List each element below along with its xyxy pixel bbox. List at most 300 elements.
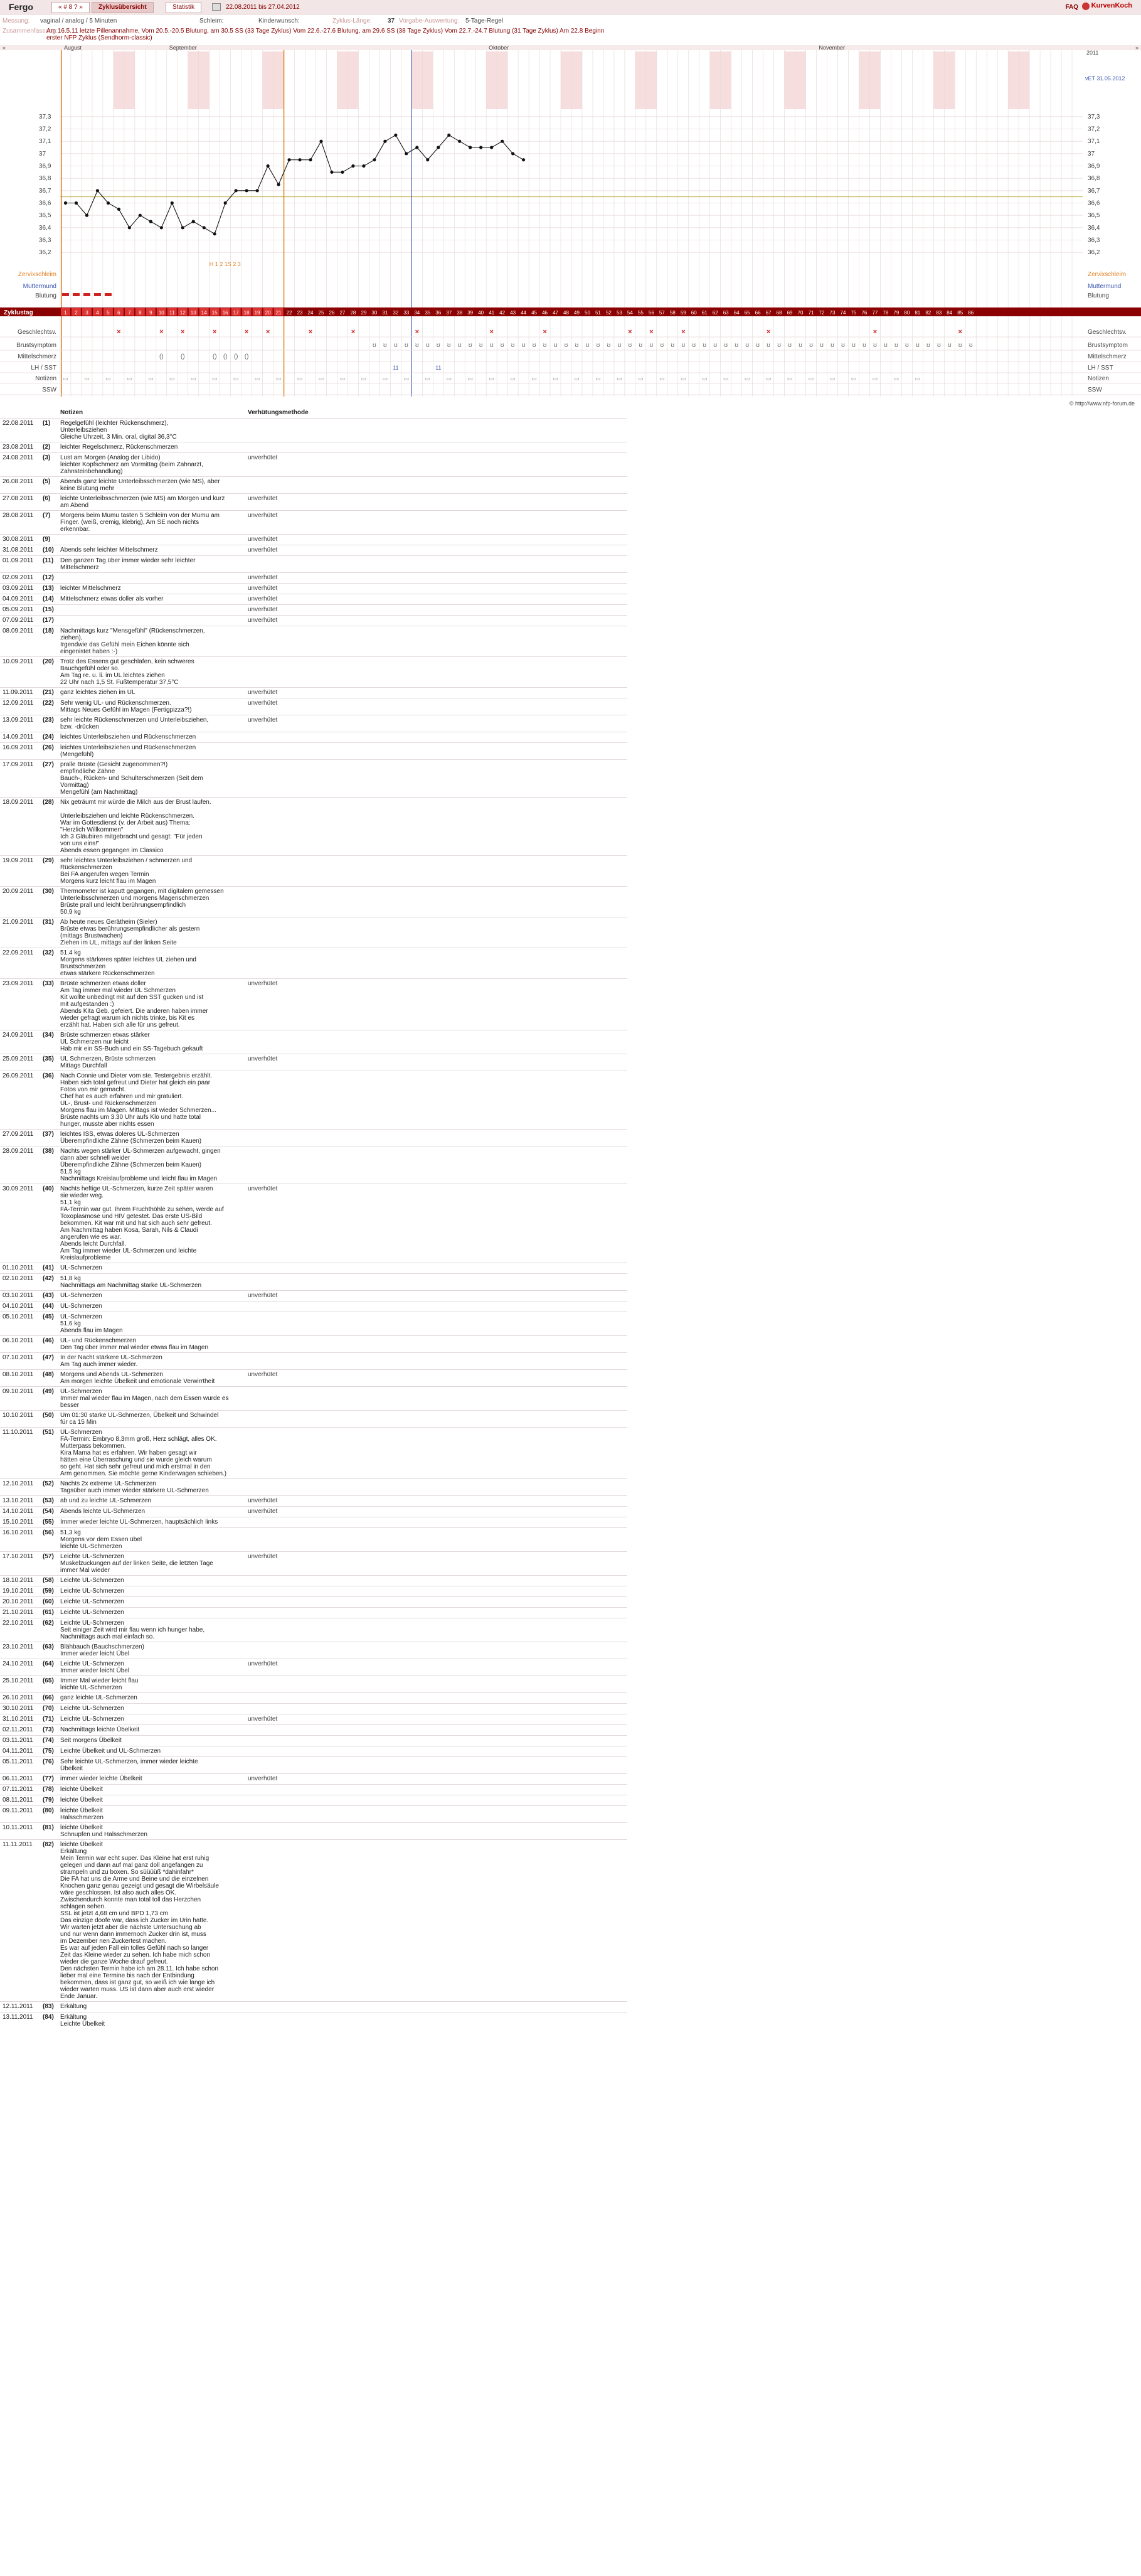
cycle-day-number: 54 xyxy=(627,310,633,316)
intercourse-mark: × xyxy=(212,328,217,336)
note-cycle-day: (50) xyxy=(43,1412,54,1419)
note-row xyxy=(0,1773,627,1784)
temperature-point xyxy=(139,214,142,217)
note-cycle-day: (28) xyxy=(43,799,54,806)
note-method: unverhütet xyxy=(248,574,278,581)
note-row xyxy=(0,418,627,442)
note-text: 51,8 kg Nachmittags am Nachmittag starke UL-Schmerzen xyxy=(60,1275,202,1289)
note-date: 07.09.2011 xyxy=(3,617,34,624)
note-cycle-day: (2) xyxy=(43,444,51,451)
note-cycle-day: (75) xyxy=(43,1748,54,1755)
note-text: leichte Übelkeit Halsschmerzen xyxy=(60,1807,103,1821)
temperature-point xyxy=(96,189,99,192)
lh-test-mark: 11 xyxy=(435,365,442,371)
weekend-col xyxy=(273,51,284,109)
breast-symptom-mark: ʊ xyxy=(937,342,941,349)
note-row xyxy=(0,572,627,583)
weekend-col xyxy=(1019,51,1029,109)
cycle-day-number: 37 xyxy=(446,310,452,316)
note-row xyxy=(0,2012,627,2029)
lh-test-mark: 11 xyxy=(393,365,399,371)
note-date: 02.09.2011 xyxy=(3,574,34,581)
breast-symptom-mark: ʊ xyxy=(947,342,952,349)
cycle-day-number: 79 xyxy=(893,310,900,316)
note-row xyxy=(0,1642,627,1659)
note-date: 05.10.2011 xyxy=(3,1313,34,1320)
breast-symptom-mark: ʊ xyxy=(532,342,536,349)
note-row xyxy=(0,1312,627,1335)
breast-symptom-mark: ʊ xyxy=(596,342,600,349)
midpain-mark: () xyxy=(180,353,185,360)
cycle-day-number: 25 xyxy=(318,310,324,316)
note-cycle-day: (37) xyxy=(43,1131,54,1138)
note-date: 25.10.2011 xyxy=(3,1677,34,1684)
mucus-label: Schleim: xyxy=(199,18,224,24)
note-icon: ▭ xyxy=(489,375,494,382)
intercourse-mark: × xyxy=(628,328,632,336)
note-date: 25.09.2011 xyxy=(3,1056,34,1062)
temperature-point xyxy=(160,226,163,229)
note-icon: ▭ xyxy=(127,375,132,382)
note-method: unverhütet xyxy=(248,1292,278,1299)
temperature-point xyxy=(266,164,269,168)
note-text: Trotz des Essens gut geschlafen, kein schweres Bauchgefühl oder so. Am Tag re. u. li. im UL leichtes ziehen 22 Uhr nach 1,5 St. Fußtemperatur 37,5°C xyxy=(60,658,194,686)
note-text: Abends sehr leichter Mittelschmerz xyxy=(60,547,158,553)
info-bar xyxy=(0,15,1141,28)
note-cycle-day: (76) xyxy=(43,1758,54,1765)
note-cycle-day: (82) xyxy=(43,1841,54,1848)
temperature-point xyxy=(362,164,365,168)
temperature-point xyxy=(298,158,301,161)
credit: © http://www.nfp-forum.de xyxy=(1069,400,1135,407)
note-cycle-day: (57) xyxy=(43,1553,54,1560)
note-method: unverhütet xyxy=(248,689,278,696)
note-method: unverhütet xyxy=(248,585,278,592)
cycle-day-number: 41 xyxy=(489,310,495,316)
note-method: unverhütet xyxy=(248,512,278,519)
note-method: unverhütet xyxy=(248,454,278,461)
note-text: immer wieder leichte Übelkeit xyxy=(60,1775,142,1782)
note-row xyxy=(0,917,627,948)
breast-symptom-mark: ʊ xyxy=(649,342,654,349)
measure-label: Messung: xyxy=(3,18,30,24)
breast-symptom-mark: ʊ xyxy=(724,342,728,349)
temperature-point xyxy=(277,183,280,186)
cycle-day-number: 52 xyxy=(605,310,612,316)
note-date: 24.10.2011 xyxy=(3,1660,34,1667)
note-row xyxy=(0,715,627,732)
note-cycle-day: (23) xyxy=(43,717,54,724)
print-icon[interactable] xyxy=(212,3,221,11)
note-row xyxy=(0,1335,627,1352)
note-cycle-day: (40) xyxy=(43,1185,54,1192)
note-cycle-day: (30) xyxy=(43,888,54,895)
breast-symptom-mark: ʊ xyxy=(745,342,749,349)
intercourse-mark: × xyxy=(543,328,547,336)
note-row xyxy=(0,442,627,452)
cycle-day-number: 81 xyxy=(915,310,921,316)
note-cycle-day: (38) xyxy=(43,1148,54,1155)
note-cycle-day: (70) xyxy=(43,1705,54,1712)
note-cycle-day: (51) xyxy=(43,1429,54,1436)
note-method: unverhütet xyxy=(248,495,278,502)
breast-symptom-mark: ʊ xyxy=(639,342,643,349)
note-row xyxy=(0,948,627,978)
weekend-col xyxy=(199,51,210,109)
note-cycle-day: (7) xyxy=(43,512,51,519)
note-text: Thermometer ist kaputt gegangen, mit digitalem gemessen Unterleibsschmerzen und morgens Magenschmerzen Brüste prall und leicht berührungsempfindlich 50,9 kg xyxy=(60,888,224,916)
cycle-day-number: 75 xyxy=(851,310,857,316)
note-cycle-day: (73) xyxy=(43,1726,54,1733)
note-row xyxy=(0,1596,627,1607)
y-tick-label-right: 37,3 xyxy=(1088,113,1100,120)
cycle-day-number: 27 xyxy=(339,310,346,316)
month-label: November xyxy=(819,45,846,51)
note-cycle-day: (59) xyxy=(43,1588,54,1595)
temperature-point xyxy=(383,140,386,143)
temperature-point xyxy=(479,146,482,149)
note-date: 04.11.2011 xyxy=(3,1748,33,1755)
temperature-point xyxy=(203,226,206,229)
note-row xyxy=(0,452,627,476)
note-icon: ▭ xyxy=(574,375,580,382)
note-cycle-day: (20) xyxy=(43,658,54,665)
note-cycle-day: (41) xyxy=(43,1264,54,1271)
cycle-day-number: 33 xyxy=(403,310,410,316)
note-row xyxy=(0,476,627,493)
note-row xyxy=(0,1795,627,1805)
note-cycle-day: (43) xyxy=(43,1292,54,1299)
temperature-point xyxy=(213,232,216,235)
note-date: 28.08.2011 xyxy=(3,512,34,519)
note-cycle-day: (29) xyxy=(43,857,54,864)
summary-line-2: erster NFP Zyklus (Sendhorm-classic) xyxy=(46,35,152,41)
note-date: 26.10.2011 xyxy=(3,1694,34,1701)
note-method: unverhütet xyxy=(248,547,278,553)
y-tick-label-left: 37,1 xyxy=(39,138,51,146)
intercourse-mark: × xyxy=(873,328,878,336)
cycle-number: # 8 ? xyxy=(63,4,78,11)
bleeding-mark xyxy=(94,293,101,296)
note-row xyxy=(0,1805,627,1822)
note-row xyxy=(0,1478,627,1495)
cycle-day-number: 78 xyxy=(883,310,889,316)
intercourse-mark: × xyxy=(265,328,270,336)
note-date: 06.11.2011 xyxy=(3,1775,33,1782)
note-row xyxy=(0,1714,627,1724)
note-text: Den ganzen Tag über immer wieder sehr leichter Mittelschmerz xyxy=(60,557,196,571)
note-row xyxy=(0,886,627,917)
cycle-day-number: 85 xyxy=(957,310,963,316)
note-row xyxy=(0,594,627,604)
cycle-day-number: 9 xyxy=(149,310,152,316)
faq-link[interactable]: FAQ xyxy=(1065,4,1078,11)
note-cycle-day: (9) xyxy=(43,536,51,543)
row-label-left: LH / SST xyxy=(31,365,56,371)
note-cycle-day: (46) xyxy=(43,1337,54,1344)
note-icon: ▭ xyxy=(84,375,90,382)
row-label-right: Brustsymptom xyxy=(1088,342,1128,349)
breast-symptom-mark: ʊ xyxy=(958,342,962,349)
note-icon: ▭ xyxy=(254,375,260,382)
cycle-day-number: 32 xyxy=(393,310,399,316)
note-text: leichter Regelschmerz, Rückenschmerzen xyxy=(60,444,178,451)
note-row xyxy=(0,1517,627,1527)
weekend-col xyxy=(486,51,497,109)
cycle-day-number: 63 xyxy=(723,310,729,316)
cycle-day-number: 20 xyxy=(265,310,271,316)
cycle-day-number: 34 xyxy=(414,310,420,316)
cycle-day-number: 82 xyxy=(925,310,931,316)
note-text: UL-Schmerzen xyxy=(60,1292,102,1299)
cycle-day-number: 2 xyxy=(75,310,78,316)
note-date: 10.10.2011 xyxy=(3,1412,34,1419)
weekend-col xyxy=(571,51,582,109)
note-date: 21.10.2011 xyxy=(3,1609,34,1616)
breast-symptom-mark: ʊ xyxy=(671,342,675,349)
breast-symptom-mark: ʊ xyxy=(894,342,898,349)
breast-symptom-mark: ʊ xyxy=(777,342,781,349)
temperature-point xyxy=(287,158,290,161)
note-row xyxy=(0,1586,627,1596)
cycle-nav[interactable] xyxy=(51,2,90,13)
y-tick-label-right: 36,2 xyxy=(1088,249,1100,257)
note-text: Nachmittags kurz "Mensgefühl" (Rückenschmerzen, ziehen), Irgendwie das Gefühl mein Eichen könnte sich eingenistet haben :-) xyxy=(60,628,205,655)
breast-symptom-mark: ʊ xyxy=(915,342,920,349)
note-icon: ▭ xyxy=(510,375,516,382)
note-row xyxy=(0,1735,627,1746)
weekend-col xyxy=(411,51,422,109)
note-text: Abends ganz leichte Unterleibsschmerzen (wie MS), aber keine Blutung mehr xyxy=(60,478,220,492)
summary xyxy=(0,28,1141,45)
note-row xyxy=(0,1822,627,1839)
note-icon: ▭ xyxy=(382,375,388,382)
cycle-day-number: 21 xyxy=(275,310,282,316)
note-icon: ▭ xyxy=(681,375,686,382)
temperature-point xyxy=(224,201,227,205)
note-cycle-day: (48) xyxy=(43,1371,54,1378)
row-label-left: Brustsymptom xyxy=(16,342,56,349)
note-text: UL-Schmerzen xyxy=(60,1303,102,1310)
weekend-col xyxy=(635,51,646,109)
cycle-day-number: 51 xyxy=(595,310,601,316)
weekend-col xyxy=(348,51,358,109)
note-method: unverhütet xyxy=(248,1553,278,1560)
cycle-day-number: 10 xyxy=(158,310,164,316)
note-cycle-day: (54) xyxy=(43,1508,54,1515)
note-date: 03.11.2011 xyxy=(3,1737,33,1744)
temperature-point xyxy=(319,140,322,143)
note-date: 12.11.2011 xyxy=(3,2003,33,2010)
cycle-day-number: 17 xyxy=(233,310,239,316)
breast-symptom-mark: ʊ xyxy=(969,342,973,349)
cycle-day-number: 80 xyxy=(904,310,910,316)
tab-cycle-overview[interactable]: Zyklusübersicht xyxy=(92,2,154,13)
note-text: Leichte UL-Schmerzen xyxy=(60,1609,124,1616)
temperature-point xyxy=(511,152,514,155)
note-icon: ▭ xyxy=(467,375,473,382)
note-cycle-day: (64) xyxy=(43,1660,54,1667)
cycle-day-number: 15 xyxy=(211,310,218,316)
cycle-day-number: 19 xyxy=(254,310,260,316)
summary-label: Zusammenfassung: xyxy=(3,28,58,35)
breast-symptom-mark: ʊ xyxy=(447,342,451,349)
note-row xyxy=(0,1746,627,1756)
cycle-day-number: 72 xyxy=(819,310,825,316)
et-label: vET 31.05.2012 xyxy=(1085,75,1125,82)
note-cycle-day: (26) xyxy=(43,744,54,751)
note-date: 22.10.2011 xyxy=(3,1620,34,1627)
y-tick-label-left: 36,5 xyxy=(39,212,51,220)
note-text: sehr leichtes Unterleibsziehen / schmerzen und Rückenschmerzen Bei FA angerufen wegen Termin Morgens kurz leicht flau im Magen xyxy=(60,857,193,885)
note-cycle-day: (63) xyxy=(43,1643,54,1650)
note-date: 09.11.2011 xyxy=(3,1807,33,1814)
note-cycle-day: (44) xyxy=(43,1303,54,1310)
weekend-col xyxy=(114,51,124,109)
temperature-point xyxy=(149,220,152,223)
prev-cycle-button[interactable]: « xyxy=(58,4,62,11)
row-label-left: Notizen xyxy=(35,375,56,382)
note-icon: ▭ xyxy=(275,375,282,382)
cycle-day-number: 49 xyxy=(574,310,580,316)
cycle-day-number: 31 xyxy=(382,310,388,316)
breast-symptom-mark: ʊ xyxy=(862,342,866,349)
note-row xyxy=(0,1659,627,1675)
cycle-day-number: 67 xyxy=(765,310,772,316)
note-date: 22.08.2011 xyxy=(3,420,34,427)
breast-symptom-mark: ʊ xyxy=(383,342,387,349)
breast-symptom-mark: ʊ xyxy=(628,342,632,349)
breast-symptom-mark: ʊ xyxy=(703,342,707,349)
note-text: Erkältung Leichte Übelkeit xyxy=(60,2014,105,2028)
row-label-left: Zervixschleim xyxy=(18,271,56,278)
note-date: 06.10.2011 xyxy=(3,1337,34,1344)
note-cycle-day: (31) xyxy=(43,919,54,926)
note-row xyxy=(0,1071,627,1129)
year-label: 2011 xyxy=(1086,50,1099,56)
bleeding-mark xyxy=(83,293,90,296)
note-row xyxy=(0,2001,627,2012)
cycle-day-number: 46 xyxy=(542,310,548,316)
intercourse-mark: × xyxy=(415,328,420,336)
breast-symptom-mark: ʊ xyxy=(415,342,419,349)
y-tick-label-right: 36,3 xyxy=(1088,237,1100,244)
note-date: 26.09.2011 xyxy=(3,1072,34,1079)
note-text: Leichte UL-Schmerzen xyxy=(60,1577,124,1584)
note-text: leichte Übelkeit Erkältung Mein Termin war echt super. Das Kleine hat erst ruhig gelegen und dann auf mal ganz doll angefangen zu strampeln und zu boxen. So süüüüß *dahinfahr* Die FA hat uns die Arme und Beine und die einzelnen Knochen ganz genau gezeigt und gesagt die Wirbelsäule wäre geschlossen. Ist also auch alles OK. Zwischendurch konnte man total toll das Herzchen schlagen sehen. SSL ist jetzt 4,68 cm und BPD 1,73 cm Das einzige doofe war, dass ich Zucker im Urin hatte. Wir warten jetzt aber die nächste Untersuchung ab und nur wenn dann immernoch Zucker drin ist, muss im Dezember nen Zuckertest machen. Es war auf jeden Fall ein tolles Gefühl nach so langer Zeit das Kleine wieder zu sehen. Ich habe mich schon wieder die ganze Woche drauf gefreut. Den nächsten Termin habe ich am 28.11. Ich habe schon lieber mal eine Termine bis nach der Entbindung bekommen, dass ist ganz gut, so weiß ich wie lange ich wieder warten muss. US ist dann aber auch erst wieder Ende Januar. xyxy=(60,1841,219,2000)
temperature-point xyxy=(107,201,110,205)
note-text: ganz leichte UL-Schmerzen xyxy=(60,1694,137,1701)
temperature-point xyxy=(458,140,461,143)
temperature-point xyxy=(447,134,450,137)
temperature-point xyxy=(309,158,312,161)
note-method: unverhütet xyxy=(248,1775,278,1782)
notes-table xyxy=(0,408,627,2029)
bleeding-mark xyxy=(73,293,80,296)
note-icon: ▭ xyxy=(893,375,900,382)
temperature-point xyxy=(394,134,397,137)
note-date: 15.10.2011 xyxy=(3,1519,34,1526)
note-cycle-day: (47) xyxy=(43,1354,54,1361)
notes-header xyxy=(0,408,627,418)
cycle-day-number: 29 xyxy=(361,310,367,316)
cycle-day-number: 14 xyxy=(201,310,207,316)
note-text: Nachts heftige UL-Schmerzen, kurze Zeit später waren sie wieder weg. 51,1 kg FA-Termin war gut. Ihrem Fruchthöhle zu sehen, werde auf Toxoplasmose und HIV getestet. Das erste US-Bild bekommen. Kit war mit und hat sich auch sehr gefreut. Am Nachmittag haben Kosa, Sarah, Nils & Claudi angerufen wie es war. Abends leicht Durchfall. Am Tag immer wieder UL-Schmerzen und leichte Kreislaufprobleme xyxy=(60,1185,224,1261)
temperature-point xyxy=(171,201,174,205)
weekend-col xyxy=(561,51,571,109)
note-cycle-day: (15) xyxy=(43,606,54,613)
note-date: 12.09.2011 xyxy=(3,700,34,707)
note-cycle-day: (13) xyxy=(43,585,54,592)
next-cycle-button[interactable]: » xyxy=(79,4,83,11)
note-row xyxy=(0,1427,627,1478)
note-text: UL- und Rückenschmerzen Den Tag über immer mal wieder etwas flau im Magen xyxy=(60,1337,209,1351)
breast-symptom-mark: ʊ xyxy=(767,342,770,349)
note-icon: ▭ xyxy=(105,375,111,382)
note-cycle-day: (74) xyxy=(43,1737,54,1744)
temperature-point xyxy=(501,140,504,143)
method-col-header: Verhütungsmethode xyxy=(248,409,309,416)
breast-symptom-mark: ʊ xyxy=(735,342,739,349)
note-text: Morgens und Abends UL-Schmerzen Am morgen leichte Übelkeit und emotionale Verwirrtheit xyxy=(60,1371,215,1385)
note-date: 24.08.2011 xyxy=(3,454,34,461)
cycle-day-number: 38 xyxy=(457,310,463,316)
note-text: Leichte UL-Schmerzen xyxy=(60,1716,124,1723)
note-cycle-day: (12) xyxy=(43,574,54,581)
note-text: Leichte UL-Schmerzen xyxy=(60,1705,124,1712)
note-icon: ▭ xyxy=(617,375,622,382)
notes-col-header: Notizen xyxy=(60,409,83,416)
note-icon: ▭ xyxy=(744,375,750,382)
y-tick-label-right: 37 xyxy=(1088,150,1095,158)
cycle-day-number: 66 xyxy=(755,310,761,316)
breast-symptom-mark: ʊ xyxy=(521,342,526,349)
note-icon: ▭ xyxy=(425,375,431,382)
midpain-mark: () xyxy=(212,353,217,360)
app-logo: Fergo xyxy=(9,2,33,12)
note-row xyxy=(0,1290,627,1301)
weekend-col xyxy=(188,51,199,109)
weekend-col xyxy=(869,51,880,109)
note-icon: ▭ xyxy=(446,375,452,382)
note-cycle-day: (62) xyxy=(43,1620,54,1627)
breast-symptom-mark: ʊ xyxy=(841,342,845,349)
brand-logo: KurvenKoch xyxy=(1091,2,1132,9)
note-cycle-day: (42) xyxy=(43,1275,54,1282)
breast-symptom-mark: ʊ xyxy=(543,342,547,349)
note-cycle-day: (60) xyxy=(43,1598,54,1605)
temperature-point xyxy=(415,146,418,149)
cycle-day-number: 22 xyxy=(286,310,292,316)
note-text: Brüste schmerzen etwas doller Am Tag immer mal wieder UL Schmerzen Kit wollte unbedingt mit auf den SST gucken und ist mit aufgestanden :) Abends Kita Geb. gefeiert. Die anderen haben immer wieder gefragt warum ich nichts trinke, bis Kit es erzählt hat. Haben sich alle für uns gefreut. xyxy=(60,980,208,1029)
note-date: 12.10.2011 xyxy=(3,1480,34,1487)
y-tick-label-left: 36,6 xyxy=(39,200,51,207)
cycle-day-number: 44 xyxy=(521,310,527,316)
note-row xyxy=(0,1527,627,1551)
cycle-day-number: 48 xyxy=(563,310,569,316)
note-date: 31.08.2011 xyxy=(3,547,34,553)
note-row xyxy=(0,1030,627,1054)
temperature-point xyxy=(437,146,440,149)
note-icon: ▭ xyxy=(595,375,601,382)
weekend-col xyxy=(710,51,721,109)
note-row xyxy=(0,583,627,594)
tab-statistics[interactable]: Statistik xyxy=(166,2,201,13)
note-text: Leichte Übelkeit und UL-Schmerzen xyxy=(60,1748,161,1755)
note-method: unverhütet xyxy=(248,606,278,613)
breast-symptom-mark: ʊ xyxy=(926,342,930,349)
note-text: Brüste schmerzen etwas stärker UL Schmerzen nur leicht Hab mir ein SS-Buch und ein SS-Tagebuch gekauft xyxy=(60,1032,203,1052)
